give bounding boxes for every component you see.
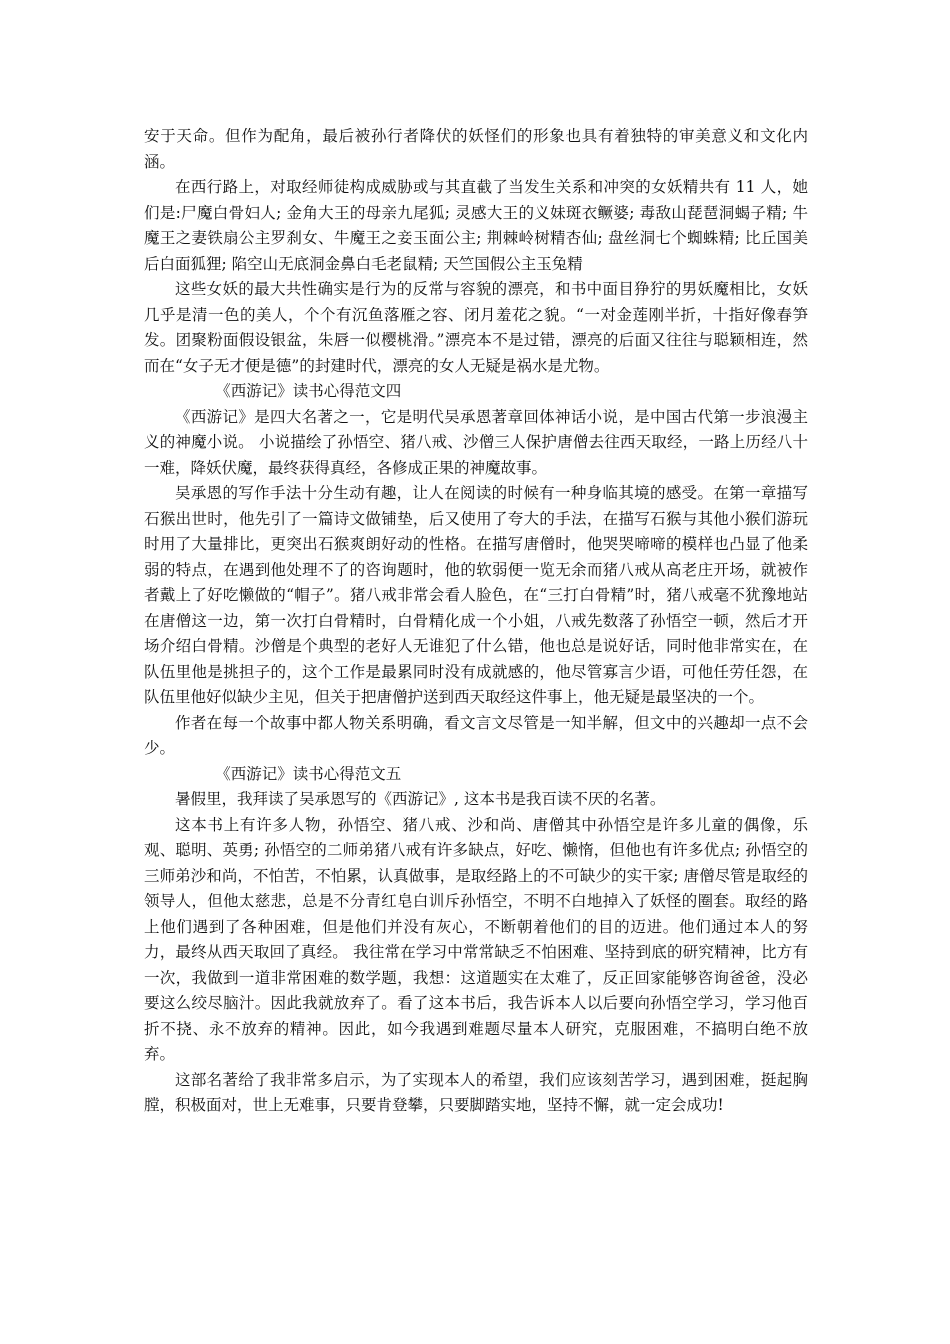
paragraph: 这些女妖的最大共性确实是行为的反常与容貌的漂亮，和书中面目狰狞的男妖魔相比，女妖几乎是清一色的美人，个个有沉鱼落雁之容、闭月羞花之貌。“一对金莲刚半折，十指好像春笋发。团聚粉面假设银盆，朱唇一似樱桃滑。”漂亮本不是过错，漂亮的后面又往往与聪颖相连，然而在“女子无才便是德”的封建时代，漂亮的女人无疑是祸水是尤物。 [144,280,808,375]
paragraph: 吴承恩的写作手法十分生动有趣，让人在阅读的时候有一种身临其境的感受。在第一章描写石猴出世时，他先引了一篇诗文做铺垫，后又使用了夸大的手法，在描写石猴与其他小猴们游玩时用了大量排比，更突出石猴爽朗好动的性格。在描写唐僧时，他哭哭啼啼的模样也凸显了他柔弱的特点，在遇到他处理不了的咨询题时，他的软弱便一览无余而猪八戒从高老庄开场，就被作者戴上了好吃懒做的“帽子”。猪八戒非常会看人脸色，在“三打白骨精”时，猪八戒毫不犹豫地站在唐僧这一边，第一次打白骨精时，白骨精化成一个小姐，八戒先数落了孙悟空一顿，然后才开场介绍白骨精。沙僧是个典型的老好人无谁犯了什么错，他也总是说好话，同时他非常实在，在队伍里他是挑担子的，这个工作是最累同时没有成就感的，他尽管寡言少语，可他任劳任怨，在队伍里他好似缺少主见，但关于把唐僧护送到西天取经这件事上，他无疑是最坚决的一个。 [144,484,808,706]
section-heading: 《西游记》读书心得范文五 [215,764,402,783]
paragraph: 作者在每一个故事中都人物关系明确，看文言文尽管是一知半解，但文中的兴趣却一点不会少。 [144,713,808,757]
paragraph: 这本书上有许多人物，孙悟空、猪八戒、沙和尚、唐僧其中孙悟空是许多儿童的偶像，乐观、聪明、英勇; 孙悟空的二师弟猪八戒有许多缺点，好吃、懒惰，但他也有许多优点; 孙悟空的三师弟沙和尚，不怕苦，不怕累，认真做事，是取经路上的不可缺少的实干家; 唐僧尽管是取经的领导人，但他太慈悲，总是不分青红皂白训斥孙悟空，不明不白地掉入了妖怪的圈套。取经的路上他们遇到了各种困难，但是他们并没有灰心，不断朝着他们的目的迈进。他们通过本人的努力，最终从西天取回了真经。 我往常在学习中常常缺乏不怕困难、坚持到底的研究精神，比方有一次，我做到一道非常困难的数学题，我想：这道题实在太难了，反正回家能够咨询爸爸，没必要这么绞尽脑汁。因此我就放弃了。看了这本书后，我告诉本人以后要向孙悟空学习，学习他百折不挠、永不放弃的精神。因此，如今我遇到难题尽量本人研究，克服困难，不搞明白绝不放弃。 [144,815,808,1063]
section-heading: 《西游记》读书心得范文四 [215,382,402,400]
paragraph: 这部名著给了我非常多启示，为了实现本人的希望，我们应该刻苦学习，遇到困难，挺起胸膛，积极面对，世上无难事，只要肯登攀，只要脚踏实地，坚持不懈，就一定会成功! [144,1070,808,1114]
document-page [144,124,808,1119]
paragraph: 暑假里，我拜读了吴承恩写的《西游记》, 这本书是我百读不厌的名著。 [175,790,666,808]
paragraph: 《西游记》是四大名著之一，它是明代吴承恩著章回体神话小说，是中国古代第一步浪漫主义的神魔小说。 小说描绘了孙悟空、猪八戒、沙僧三人保护唐僧去往西天取经，一路上历经八十一难，降妖伏魔，最终获得真经，各修成正果的神魔故事。 [144,407,808,477]
paragraph: 安于天命。但作为配角，最后被孙行者降伏的妖怪们的形象也具有着独特的审美意义和文化内涵。 [144,127,808,171]
paragraph: 在西行路上，对取经师徒构成威胁或与其直截了当发生关系和冲突的女妖精共有 11 人，她们是:尸魔白骨妇人; 金角大王的母亲九尾狐; 灵感大王的义妹斑衣鳜婆; 毒敌山琵琶洞蝎子精; 牛魔王之妻铁扇公主罗刹女、牛魔王之妾玉面公主; 荆棘岭树精杏仙; 盘丝洞七个蜘蛛精; 比丘国美后白面狐狸; 陷空山无底洞金鼻白毛老鼠精; 天竺国假公主玉兔精 [144,178,808,273]
